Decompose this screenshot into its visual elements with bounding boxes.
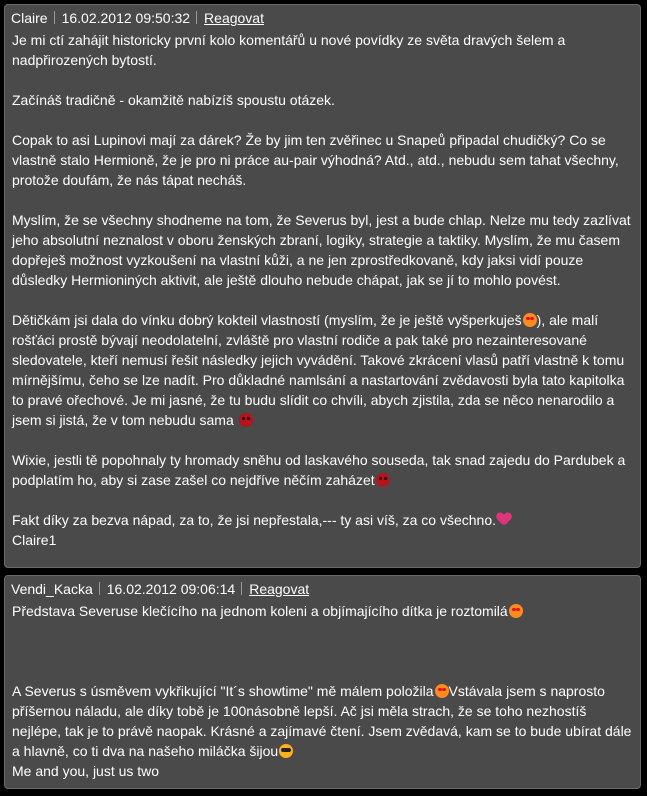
reply-link[interactable]: Reagovat <box>249 581 310 597</box>
heart-emoticon <box>497 513 511 525</box>
comment-text: Představa Severuse klečícího na jednom koleni a objímajícího dítka je roztomilá <box>12 603 508 619</box>
comment-text: Vstávala jsem s naprosto příšernou náladu, ale díky tobě je 100násobně lepší. Ač jsi měla strach, že se toho nezhostíš nejlépe, tak je to právě naopak. Krásné a zajímavé čtení. Jsem zvědavá, kam se to bude ubírat dále a hlavně, co ti dva na našeho miláčka šijou <box>12 683 632 759</box>
header-divider <box>54 11 55 24</box>
comment-date: 16.02.2012 09:06:14 <box>106 581 236 597</box>
comment-body <box>5 27 640 550</box>
comment-paragraph: Copak to asi Lupinovi mají za dárek? Že by jim ten zvěřinec u Snapeů připadal chudičký? Co se vlastně stalo Hermioně, že je pro ni práce au-pair výhodná? Atd., atd., nebudu sem tahat všechny, protože doufám, že nás tápat necháš. <box>12 132 619 188</box>
comment-paragraph <box>12 450 634 490</box>
comment-paragraph <box>12 601 634 621</box>
comment-author: Claire <box>11 10 48 26</box>
header-divider <box>241 582 242 595</box>
comment-1 <box>4 4 641 568</box>
comment-signature: Me and you, just us two <box>12 763 160 779</box>
red-devil-emoticon <box>376 473 390 487</box>
comment-paragraph: Je mi ctí zahájit historicky první kolo komentářů u nové povídky ze světa dravých šelem a nadpřirozených bytostí. <box>12 32 566 68</box>
comment-text: Dětičkám jsi dala do vínku dobrý kokteil vlastností (myslím, že je ještě vyšperkuješ <box>12 312 522 328</box>
comment-text: Wixie, jestli tě popohnaly ty hromady sněhu od laskavého souseda, tak snad zajedu do Pardubek a podplatím ho, aby si zase zašel co nejdříve něčím zaházet <box>12 452 626 488</box>
heart-eyes-emoticon <box>509 604 523 618</box>
comment-date: 16.02.2012 09:50:32 <box>61 10 191 26</box>
comment-header <box>5 5 640 27</box>
comment-signature: Claire1 <box>12 532 57 548</box>
header-divider <box>196 11 197 24</box>
comment-text: Fakt díky za bezva nápad, za to, že jsi nepřestala,--- ty asi víš, za co všechno. <box>12 512 496 528</box>
comment-paragraph: Myslím, že se všechny shodneme na tom, že Severus byl, jest a bude chlap. Nelze mu tedy zazlívat jeho absolutní neznalost v oboru ženských zbraní, logiky, strategie a taktiky. Myslím, že mu časem dopřeješ možnost vyzkoušení na vlastní kůži, a ne jen zprostředkovaně, kdy jaksi vidí pouze důsledky Hermioniných aktivit, ale ještě dlouho nebude chápat, jak se jí to mohlo povést. <box>12 212 631 288</box>
sunglasses-emoticon <box>279 744 293 758</box>
comment-author: Vendi_Kacka <box>11 581 93 597</box>
heart-eyes-emoticon <box>523 313 537 327</box>
comment-header <box>5 576 640 598</box>
header-divider <box>99 582 100 595</box>
reply-link[interactable]: Reagovat <box>204 10 264 26</box>
comment-paragraph <box>12 510 634 530</box>
comment-body <box>5 598 640 781</box>
comment-text: A Severus s úsměvem vykřikující "It´s showtime" mě málem položila <box>12 683 434 699</box>
comment-paragraph <box>12 681 634 761</box>
red-devil-emoticon <box>239 413 253 427</box>
heart-eyes-emoticon <box>435 684 449 698</box>
comment-paragraph <box>12 310 634 430</box>
comment-2 <box>4 575 641 789</box>
comment-paragraph: Začínáš tradičně - okamžitě nabízíš spoustu otázek. <box>12 92 335 108</box>
comment-text: ), ale malí rošťáci prostě bývají neodolatelní, zvláště pro vlastní rodiče a pak také pro nezainteresované sledovatele, kteří nemusí řešit následky jejich vyvádění. Takové zkrácení vlasů patří vlastně k tomu mírnějšímu, čeho se lze nadít. Pro důkladné namlsání a nastartování zvědavosti byla tato kapitolka to pravé ořechové. Je mi jasné, že tu budu slídit co chvíli, abych zjistila, zda se něco nenarodilo a jsem si jistá, že v tom nebudu sama <box>12 312 625 428</box>
